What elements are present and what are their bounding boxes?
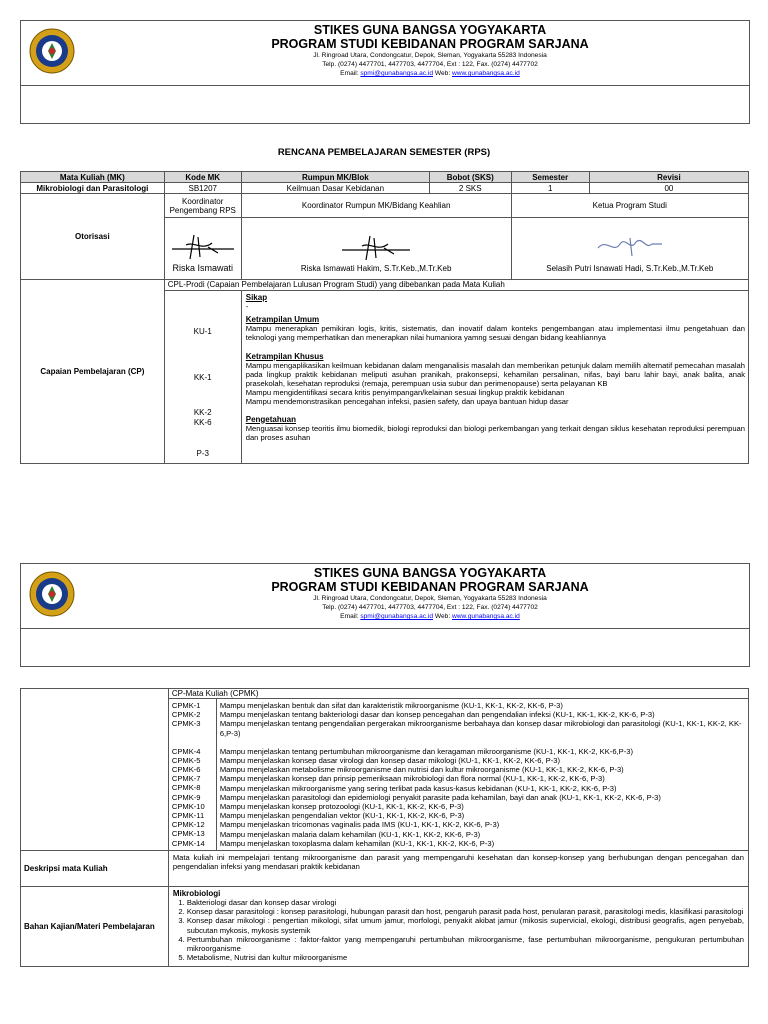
cell-kode-mk: SB1207 bbox=[164, 183, 241, 194]
phone-text: Telp. (0274) 4477701, 4477703, 4477704, Ext : 122, Fax. (0274) 4477702 bbox=[322, 604, 538, 611]
signer-name-3: Selasih Putri Isnawati Hadi, S.Tr.Keb.,M.Tr.Keb bbox=[546, 264, 714, 273]
bahan-item: 3. Konsep dasar mikologi : pengertian mikologi, sifat umum jamur, morfologi, penyakit akibat jamur (mikosis supervicial, ekologi, distribusi geografis, agen penyebab, subcutan mykosis, mykosis systemik bbox=[187, 916, 744, 934]
institution-logo-icon bbox=[28, 27, 76, 75]
cpmk-text: Mampu menjelaskan metabolisme mikroorganisme dan nutrisi dan kultur mikroorganisme (KU-1, KK-1, KK-2, KK-6, P-3) bbox=[219, 765, 624, 775]
cpmk-code: CPMK-9 bbox=[171, 792, 201, 802]
web-link[interactable]: www.gunabangsa.ac.id bbox=[452, 70, 520, 77]
cpmk-text: Mampu menjelaskan tricomonas vaginalis pada IMS (KU-1, KK-1, KK-2, KK-6, P-3) bbox=[219, 820, 500, 830]
letterhead-blank-row bbox=[21, 629, 749, 666]
cpmk-text: Mampu menjelaskan malaria dalam kehamilan (KU-1, KK-1, KK-2, KK-6, P-3) bbox=[219, 829, 481, 839]
email-label: Email: bbox=[340, 70, 359, 77]
letterhead-2 bbox=[20, 563, 750, 667]
cell-bobot: 2 SKS bbox=[429, 183, 511, 194]
cpl-title-row bbox=[21, 280, 749, 291]
institution-logo-icon bbox=[28, 570, 76, 618]
web-label: Web: bbox=[434, 613, 451, 620]
kk6-text: Mampu mendemonstrasikan pencegahan infeksi, pasien safety, dan upaya bantuan hidup dasar bbox=[245, 397, 569, 407]
kk1-text: Mampu mengaplikasikan keilmuan kebidanan dalam menganalisis masalah dan memberikan petunjuk dalam memilih alternatif pemecahan masalah pada lingkup praktik kebidanan meliputi asuhan pranikah, prakonsepsi, kehamilan persalinan, nifas, bayi baru lahir bayi, anak balita, anak prasekolah, kesehatan reproduksi (remaja, perempuan usia subur dan perimenopause) serta pelayanan KB bbox=[245, 360, 745, 389]
cp-codes-cell bbox=[164, 291, 241, 464]
cell-semester: 1 bbox=[511, 183, 589, 194]
ku-heading: Ketrampilan Umum bbox=[245, 315, 320, 325]
rps-table-continued bbox=[20, 688, 749, 967]
col-semester: Semester bbox=[511, 172, 589, 183]
program-name: PROGRAM STUDI KEBIDANAN PROGRAM SARJANA bbox=[271, 37, 589, 51]
address-text: Jl. Ringroad Utara, Condongcatur, Depok, Sleman, Yogyakarta 55283 Indonesia bbox=[313, 595, 547, 602]
letterhead-1 bbox=[20, 20, 750, 124]
cpmk-code: CPMK-7 bbox=[171, 774, 201, 784]
web-link[interactable]: www.gunabangsa.ac.id bbox=[452, 613, 520, 620]
sikap-heading: Sikap bbox=[245, 293, 268, 302]
cpl-title: CPL-Prodi (Capaian Pembelajaran Lulusan Program Studi) yang dibebankan pada Mata Kuliah bbox=[164, 280, 748, 291]
otorisasi-role-row bbox=[21, 194, 749, 218]
cpmk-code: CPMK-8 bbox=[171, 783, 201, 793]
cpmk-code: CPMK-10 bbox=[171, 801, 205, 811]
cpmk-text: Mampu menjelaskan konsep dan prinsip pemeriksaan mikrobiologi dan flora normal (KU-1, KK-1, KK-2, KK-6, P-3) bbox=[219, 774, 605, 784]
cpmk-desc-cell bbox=[216, 699, 748, 851]
cpmk-text-spacer bbox=[220, 738, 745, 747]
cpmk-text: Mampu menjelaskan tentang pertumbuhan mikroorganisme dan keragaman mikroorganisme (KU-1, KK-1, KK-2, KK-6,P-3) bbox=[219, 746, 634, 756]
cpmk-code: CPMK-14 bbox=[171, 838, 205, 848]
cpmk-title: CP-Mata Kuliah (CPMK) bbox=[168, 689, 748, 699]
bahan-item: 5. Metabolisme, Nutrisi dan kultur mikroorganisme bbox=[187, 953, 744, 962]
institution-name: STIKES GUNA BANGSA YOGYAKARTA bbox=[313, 566, 547, 580]
cpmk-code: CPMK-4 bbox=[171, 746, 201, 756]
role-coordinator-rps: Koordinator Pengembang RPS bbox=[164, 194, 241, 218]
kk-heading: Ketrampilan Khusus bbox=[245, 351, 324, 361]
kk2-text: Mampu mengidentifikasi secara kritis penyimpangan/kelainan sesuai lingkup praktik kebidanan bbox=[245, 388, 565, 398]
col-revisi: Revisi bbox=[589, 172, 748, 183]
cpmk-text: Mampu menjelaskan tentang bakteriologi dasar dan konsep pencegahan dan pengendalian infeksi (KU-1, KK-1, KK-2, KK-6, P-3) bbox=[219, 710, 655, 720]
cpmk-text: Mampu menjelaskan tentang pengendalian pergerakan mikroorganisme berbahaya dan konsep dasar mikrobiologi dan parasitologi (KU-1, KK-1, KK-2, KK-6,P-3) bbox=[219, 719, 742, 738]
p-heading: Pengetahuan bbox=[245, 414, 296, 424]
email-link[interactable]: spmi@gunabangsa.ac.id bbox=[360, 613, 434, 620]
email-link[interactable]: spmi@gunabangsa.ac.id bbox=[360, 70, 434, 77]
role-ketua-prodi: Ketua Program Studi bbox=[511, 194, 748, 218]
otorisasi-label: Otorisasi bbox=[21, 194, 165, 280]
col-kode-mk: Kode MK bbox=[164, 172, 241, 183]
signature-icon bbox=[168, 231, 238, 261]
sign-cell-3 bbox=[511, 218, 748, 280]
col-rumpun: Rumpun MK/Blok bbox=[241, 172, 429, 183]
col-bobot: Bobot (SKS) bbox=[429, 172, 511, 183]
sign-cell-1 bbox=[164, 218, 241, 280]
contact-line bbox=[151, 612, 709, 621]
bahan-content bbox=[168, 887, 748, 967]
signer-name-2: Riska Ismawati Hakim, S.Tr.Keb.,M.Tr.Keb bbox=[300, 264, 452, 273]
cpmk-codes-cell bbox=[168, 699, 216, 851]
bahan-section-title: Mikrobiologi bbox=[172, 889, 221, 899]
course-value-row bbox=[21, 183, 749, 194]
cpmk-text: Mampu menjelaskan pengendalian vektor (KU-1, KK-1, KK-2, KK-6, P-3) bbox=[219, 811, 465, 821]
col-mata-kuliah: Mata Kuliah (MK) bbox=[21, 172, 165, 183]
cpmk-code: CPMK-1 bbox=[171, 701, 201, 710]
deskripsi-label: Deskripsi mata Kuliah bbox=[21, 851, 169, 887]
cpmk-code: CPMK-6 bbox=[171, 765, 201, 775]
cpmk-code: CPMK-5 bbox=[171, 755, 201, 765]
signer-name-1: Riska Ismawati bbox=[172, 263, 233, 273]
cpmk-text: Mampu menjelaskan toxoplasma dalam kehamilan (KU-1, KK-1, KK-2, KK-6, P-3) bbox=[219, 838, 495, 848]
letterhead-blank-row bbox=[21, 86, 749, 123]
cpmk-text: Mampu menjelaskan parasitologi dan epidemiologi penyakit parasite pada kehamilan, bayi dan anak (KU-1, KK-1, KK-2, KK-6, P-3) bbox=[219, 792, 661, 802]
bahan-item: 1. Bakteriologi dasar dan konsep dasar virologi bbox=[187, 898, 744, 907]
cpmk-code: CPMK-3 bbox=[171, 719, 201, 729]
program-name: PROGRAM STUDI KEBIDANAN PROGRAM SARJANA bbox=[271, 580, 589, 594]
signature-icon bbox=[336, 232, 416, 262]
institution-name: STIKES GUNA BANGSA YOGYAKARTA bbox=[313, 23, 547, 37]
bahan-item: 4. Pertumbuhan mikroorganisme : faktor-faktor yang mempengaruhi pertumbuhan mikroorganisme, fase pertumbuhan mikroorganisme, pengukuran pertumbuhan mikroorganisme bbox=[187, 935, 744, 953]
cpmk-code: CPMK-11 bbox=[171, 811, 205, 821]
cell-revisi: 00 bbox=[589, 183, 748, 194]
role-coordinator-rumpun: Koordinator Rumpun MK/Bidang Keahlian bbox=[241, 194, 511, 218]
cpmk-text: Mampu menjelaskan konsep protozoologi (KU-1, KK-1, KK-2, KK-6, P-3) bbox=[219, 802, 464, 812]
deskripsi-text: Mata kuliah ini mempelajari tentang mikroorganisme dan parasit yang mempengaruhi kesehatan dan konsep-konsep yang berhubungan dengan pencegahan dan pengendalian infeksi yang mendasari praktik kebidanan bbox=[168, 851, 748, 887]
code-kk6: KK-6 bbox=[193, 418, 212, 427]
email-label: Email: bbox=[340, 613, 359, 620]
cpmk-code: CPMK-12 bbox=[171, 820, 205, 830]
cpmk-text: Mampu menjelaskan konsep dasar virologi dan konsep dasar mikologi (KU-1, KK-1, KK-2, KK-6, P-3) bbox=[219, 756, 560, 766]
cpmk-text: Mampu menjelaskan bentuk dan sifat dan karakteristik mikroorganisme (KU-1, KK-1, KK-2, KK-6, P-3) bbox=[219, 701, 563, 710]
code-kk2: KK-2 bbox=[193, 408, 212, 417]
rps-table bbox=[20, 171, 749, 464]
cell-mata-kuliah: Mikrobiologi dan Parasitologi bbox=[21, 183, 165, 194]
cpmk-code: CPMK-2 bbox=[171, 710, 201, 720]
bahan-item: 2. Konsep dasar parasitologi : konsep parasitologi, hubungan parasit dan host, pengaruh parasit pada host, penularan parasit, parasitologi medis, klasifikasi parasitologi bbox=[187, 907, 744, 916]
code-ku1: KU-1 bbox=[193, 327, 212, 336]
ku1-text: Mampu menerapkan pemikiran logis, kritis, sistematis, dan inovatif dalam konteks pengembangan atau implementasi ilmu pengetahuan dan teknologi yang memperhatikan dan menerapkan nilai humaniora yamng sesuai dengan bidang keahliannya bbox=[245, 324, 745, 343]
address-text: Jl. Ringroad Utara, Condongcatur, Depok, Sleman, Yogyakarta 55283 Indonesia bbox=[313, 52, 547, 59]
document-title: RENCANA PEMBELAJARAN SEMESTER (RPS) bbox=[277, 147, 491, 158]
web-label: Web: bbox=[434, 70, 451, 77]
sikap-value: - bbox=[245, 302, 249, 311]
sign-cell-2 bbox=[241, 218, 511, 280]
cpmk-label-cell bbox=[21, 689, 169, 851]
cp-text-cell bbox=[241, 291, 748, 464]
deskripsi-row bbox=[21, 851, 749, 887]
cpmk-title-row bbox=[21, 689, 749, 699]
bahan-list bbox=[173, 898, 744, 962]
phone-text: Telp. (0274) 4477701, 4477703, 4477704, Ext : 122, Fax. (0274) 4477702 bbox=[322, 61, 538, 68]
bahan-label: Bahan Kajian/Materi Pembelajaran bbox=[21, 887, 169, 967]
code-p3: P-3 bbox=[196, 449, 209, 458]
cell-rumpun: Keilmuan Dasar Kebidanan bbox=[241, 183, 429, 194]
cp-label: Capaian Pembelajaran (CP) bbox=[21, 280, 165, 464]
code-kk1: KK-1 bbox=[193, 373, 212, 382]
contact-line bbox=[151, 69, 709, 78]
course-header-row bbox=[21, 172, 749, 183]
p3-text: Menguasai konsep teoritis ilmu biomedik, biologi reproduksi dan biologi perkembangan yang terkait dengan siklus kesehatan reproduksi perempuan dan proses asuhan bbox=[245, 423, 745, 442]
cpmk-code-spacer bbox=[172, 729, 213, 747]
cpmk-code: CPMK-13 bbox=[171, 829, 205, 839]
bahan-row bbox=[21, 887, 749, 967]
cpmk-text: Mampu menjelaskan mikroorganisme yang sering terlibat pada kasus-kasus kebidanan (KU-1, KK-1, KK-2, KK-6, P-3) bbox=[219, 783, 617, 793]
signature-icon bbox=[590, 232, 670, 262]
